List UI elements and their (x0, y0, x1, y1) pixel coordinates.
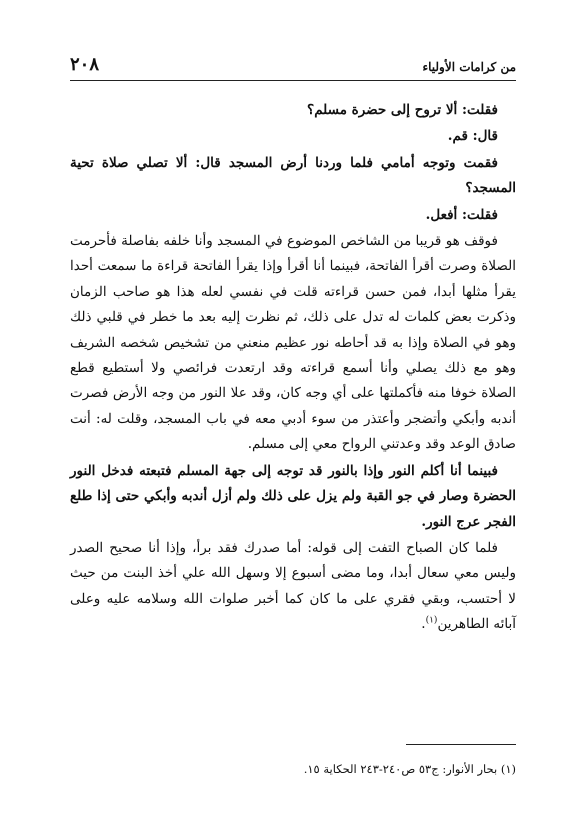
paragraph-3: فقمت وتوجه أمامي فلما وردنا أرض المسجد قال: ألا تصلي صلاة تحية المسجد؟ (70, 154, 516, 197)
body-text (70, 98, 516, 638)
paragraph-5: فوقف هو قريبا من الشاخص الموضوع في المسجد وأنا خلفه بفاصلة فأحرمت الصلاة وصرت أقرأ الفاتحة، فبينما أنا أقرأ وإذا يقرأ الفاتحة قراءة ما سمعت أحدا يقرأ مثلها أبدا، فمن حسن قراءته قلت في نفسي لعله هذا هو صاحب الزمان وذكرت بعض كلمات له تدل على ذلك، ثم نظرت إليه بعد ما خطر في قلبي ذلك وهو في الصلاة وإذا به قد أحاطه نور عظيم منعني من تشخيص شخصه الشريف وهو مع ذلك يصلي وأنا أسمع قراءته وقد ارتعدت فرائصي ولا أستطيع قطع الصلاة خوفا منه فأكملتها على أي وجه كان، وقد علا النور من وجه الأرض فصرت أندبه وأبكي وأتضجر وأعتذر من سوء أدبي معه في باب المسجد، وقلت له: أنت صادق الوعد وقد وعدتني الرواح معي إلى مسلم. (70, 233, 516, 453)
running-title: من كرامات الأولياء (422, 60, 516, 74)
footnote-divider (406, 744, 516, 745)
page-header (70, 52, 516, 80)
paragraph-6: فبينما أنا أكلم النور وإذا بالنور قد توجه إلى جهة المسلم فتبعته فدخل النور الحضرة وصار في جو القبة ولم يزل على ذلك ولم أزل أندبه وأبكي حتى إذا طلع الفجر عرج النور. (70, 462, 516, 530)
paragraph-2: قال: قم. (447, 128, 498, 145)
page-number: ٢٠٨ (70, 54, 100, 75)
footnote: (١) بحار الأنوار: ج٥٣ ص٢٤٠-٢٤٣ الحكاية ١٥. (303, 762, 516, 776)
footnote-marker[interactable]: (١) (425, 615, 438, 626)
paragraph-4: فقلت: أفعل. (425, 206, 498, 223)
header-divider (70, 80, 516, 81)
paragraph-7-text: فلما كان الصباح التفت إلى قوله: أما صدرك فقد برأ، وإذا أنا صحيح الصدر وليس معي سعال أبدا، وما مضى أسبوع إلا وسهل الله علي أخذ البنت من حيث لا أحتسب، وبقي فقري على ما كان كما أخبر صلوات الله وسلامه عليه وعلى آبائه الطاهرين (70, 539, 516, 633)
paragraph-1: فقلت: ألا تروح إلى حضرة مسلم؟ (307, 102, 498, 118)
paragraph-7: فلما كان الصباح التفت إلى قوله: أما صدرك فقد برأ، وإذا أنا صحيح الصدر وليس معي سعال أبدا، وما مضى أسبوع إلا وسهل الله علي أخذ البنت من حيث لا أحتسب، وبقي فقري على ما كان كما أخبر صلوات الله وسلامه عليه وعلى آبائه الطاهرين$^{(١)}$. (70, 539, 516, 633)
